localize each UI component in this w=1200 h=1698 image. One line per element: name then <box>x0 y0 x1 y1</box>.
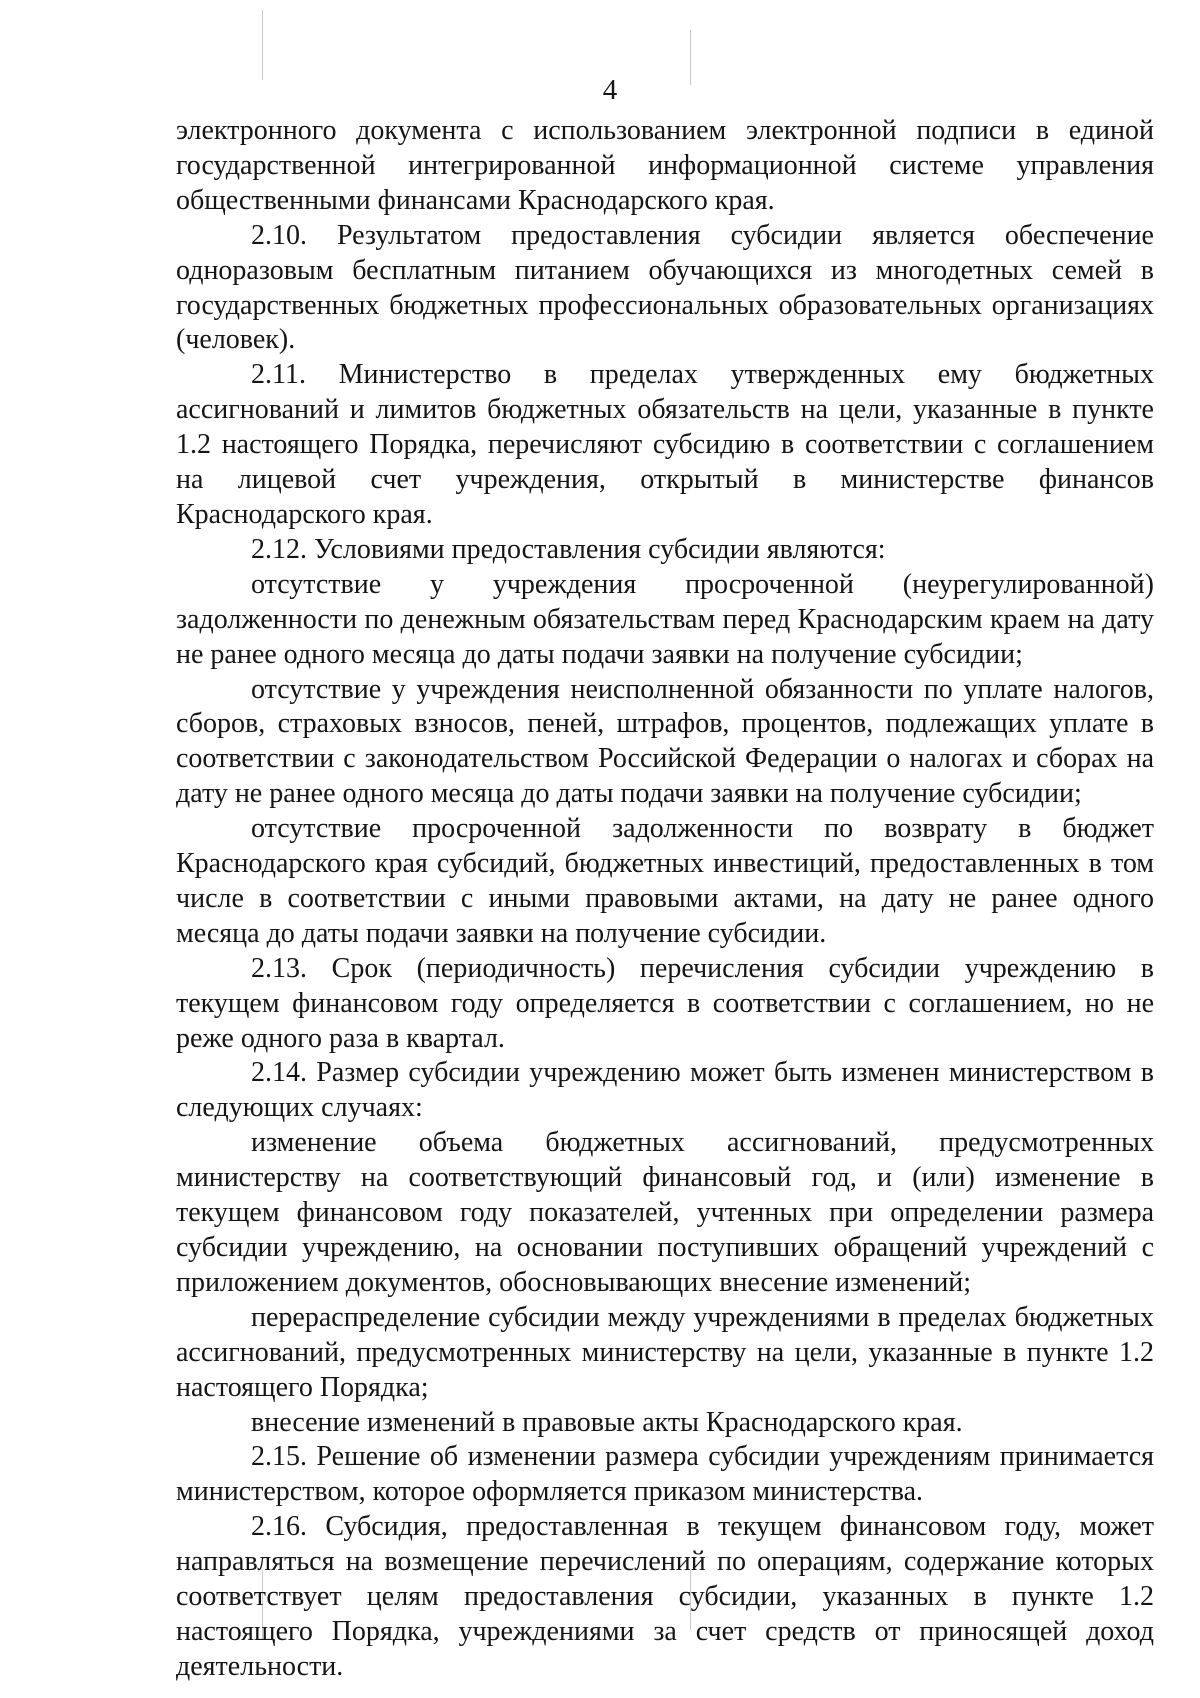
paragraph: перераспределение субсидии между учреждениями в пределах бюджетных ассигнований, предусмотренных министерству на цели, указанные в пункте 1.2 настоящего Порядка; <box>176 1301 1154 1403</box>
scan-artifact-line <box>690 30 691 85</box>
paragraph: внесение изменений в правовые акты Краснодарского края. <box>251 1406 963 1438</box>
paragraph: изменение объема бюджетных ассигнований, предусмотренных министерству на соответствующий финансовый год, и (или) изменение в текущем финансовом году показателей, учтенных при определении размера субсидии учреждению, на основании поступивших обращений учреждений с приложением документов, обосновывающих внесение изменений; <box>176 1127 1154 1298</box>
paragraph: отсутствие у учреждения неисполненной обязанности по уплате налогов, сборов, страховых взносов, пеней, штрафов, процентов, подлежащих уплате в соответствии с законодательством Российской Федерации о налогах и сборах на дату не ранее одного месяца до даты подачи заявки на получение субсидии; <box>176 673 1154 810</box>
paragraph: 2.13. Срок (периодичность) перечисления субсидии учреждению в текущем финансовом году определяется в соответствии с соглашением, но не реже одного раза в квартал. <box>176 952 1154 1054</box>
paragraph: 2.10. Результатом предоставления субсидии является обеспечение одноразовым бесплатным питанием обучающихся из многодетных семей в государственных бюджетных профессиональных образовательных организациях (человек). <box>176 219 1154 356</box>
body-text <box>176 114 1154 1685</box>
paragraph: 2.15. Решение об изменении размера субсидии учреждениям принимается министерством, которое оформляется приказом министерства. <box>176 1441 1154 1508</box>
paragraph: 2.16. Субсидия, предоставленная в текущем финансовом году, может направляться на возмещение перечислений по операциям, содержание которых соответствует целям предоставления субсидии, указанных в пункте 1.2 настоящего Порядка, учреждениями за счет средств от приносящей доход деятельности. <box>176 1511 1154 1682</box>
paragraph: отсутствие просроченной задолженности по возврату в бюджет Краснодарского края субсидий, бюджетных инвестиций, предоставленных в том числе в соответствии с иными правовыми актами, на дату не ранее одного месяца до даты подачи заявки на получение субсидии. <box>176 813 1154 949</box>
page-number: 4 <box>602 74 618 106</box>
paragraph: 2.14. Размер субсидии учреждению может быть изменен министерством в следующих случаях: <box>176 1057 1154 1124</box>
scan-artifact-line <box>262 10 263 80</box>
paragraph: 2.12. Условиями предоставления субсидии являются: <box>251 533 886 565</box>
paragraph: 2.11. Министерство в пределах утвержденных ему бюджетных ассигнований и лимитов бюджетных обязательств на цели, указанные в пункте 1.2 настоящего Порядка, перечисляют субсидию в соответствии с соглашением на лицевой счет учреждения, открытый в министерстве финансов Краснодарского края. <box>176 359 1154 530</box>
paragraph: отсутствие у учреждения просроченной (неурегулированной) задолженности по денежным обязательствам перед Краснодарским краем на дату не ранее одного месяца до даты подачи заявки на получение субсидии; <box>176 568 1154 670</box>
paragraph: электронного документа с использованием электронной подписи в единой государственной интегрированной информационной системе управления общественными финансами Краснодарского края. <box>176 115 1154 216</box>
